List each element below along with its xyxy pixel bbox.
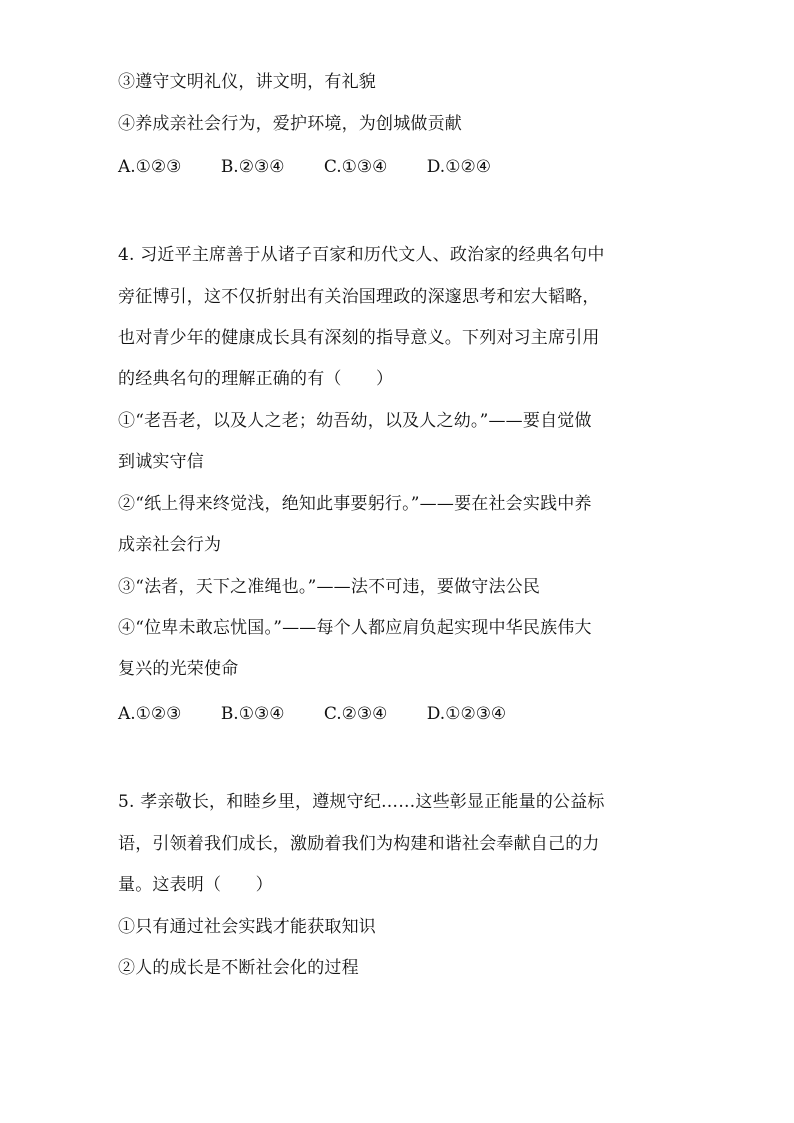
q5-item-line: ②人的成长是不断社会化的过程 xyxy=(118,958,359,978)
q5-stem-line: 语，引领着我们成长，激励着我们为构建和谐社会奉献自己的力 xyxy=(118,834,600,854)
q4-item-line: ①“老吾老，以及人之老；幼吾幼，以及人之幼。”——要自觉做 xyxy=(118,411,592,431)
q4-item-line: 复兴的光荣使命 xyxy=(118,659,239,679)
q4-option-a: A.①②③ xyxy=(118,704,182,724)
q4-stem-line: 也对青少年的健康成长具有深刻的指导意义。下列对习主席引用 xyxy=(118,328,600,348)
q3-options xyxy=(118,155,678,179)
q4-item-line: ②“纸上得来终觉浅，绝知此事要躬行。”——要在社会实践中养 xyxy=(118,494,592,514)
q4-stem-line: 4. 习近平主席善于从诸子百家和历代文人、政治家的经典名句中 xyxy=(118,245,605,265)
q4-stem-line: 旁征博引，这不仅折射出有关治国理政的深邃思考和宏大韬略， xyxy=(118,287,600,307)
q4-item-line: ④“位卑未敢忘忧国。”——每个人都应肩负起实现中华民族伟大 xyxy=(118,618,592,638)
q4-option-d: D.①②③④ xyxy=(426,704,507,724)
q3-item-3: ③遵守文明礼仪，讲文明，有礼貌 xyxy=(118,72,376,92)
q4-item-line: 成亲社会行为 xyxy=(118,535,222,555)
q3-option-c: C.①③④ xyxy=(323,157,388,177)
q5-stem-line: 量。这表明（ ） xyxy=(118,875,273,895)
q4-options xyxy=(118,702,678,726)
q4-option-c: C.②③④ xyxy=(323,704,388,724)
q3-item-4: ④养成亲社会行为，爱护环境，为创城做贡献 xyxy=(118,114,462,134)
q4-stem-line: 的经典名句的理解正确的有（ ） xyxy=(118,369,394,389)
q3-option-a: A.①②③ xyxy=(118,157,182,177)
q4-item-line: 到诚实守信 xyxy=(118,452,204,472)
q4-item-line: ③“法者，天下之准绳也。”——法不可违，要做守法公民 xyxy=(118,577,541,597)
q3-option-d: D.①②④ xyxy=(426,157,491,177)
q3-option-b: B.②③④ xyxy=(220,157,285,177)
q4-option-b: B.①③④ xyxy=(220,704,285,724)
q5-item-line: ①只有通过社会实践才能获取知识 xyxy=(118,917,376,937)
q5-stem-line: 5. 孝亲敬长，和睦乡里，遵规守纪……这些彰显正能量的公益标 xyxy=(118,792,605,812)
